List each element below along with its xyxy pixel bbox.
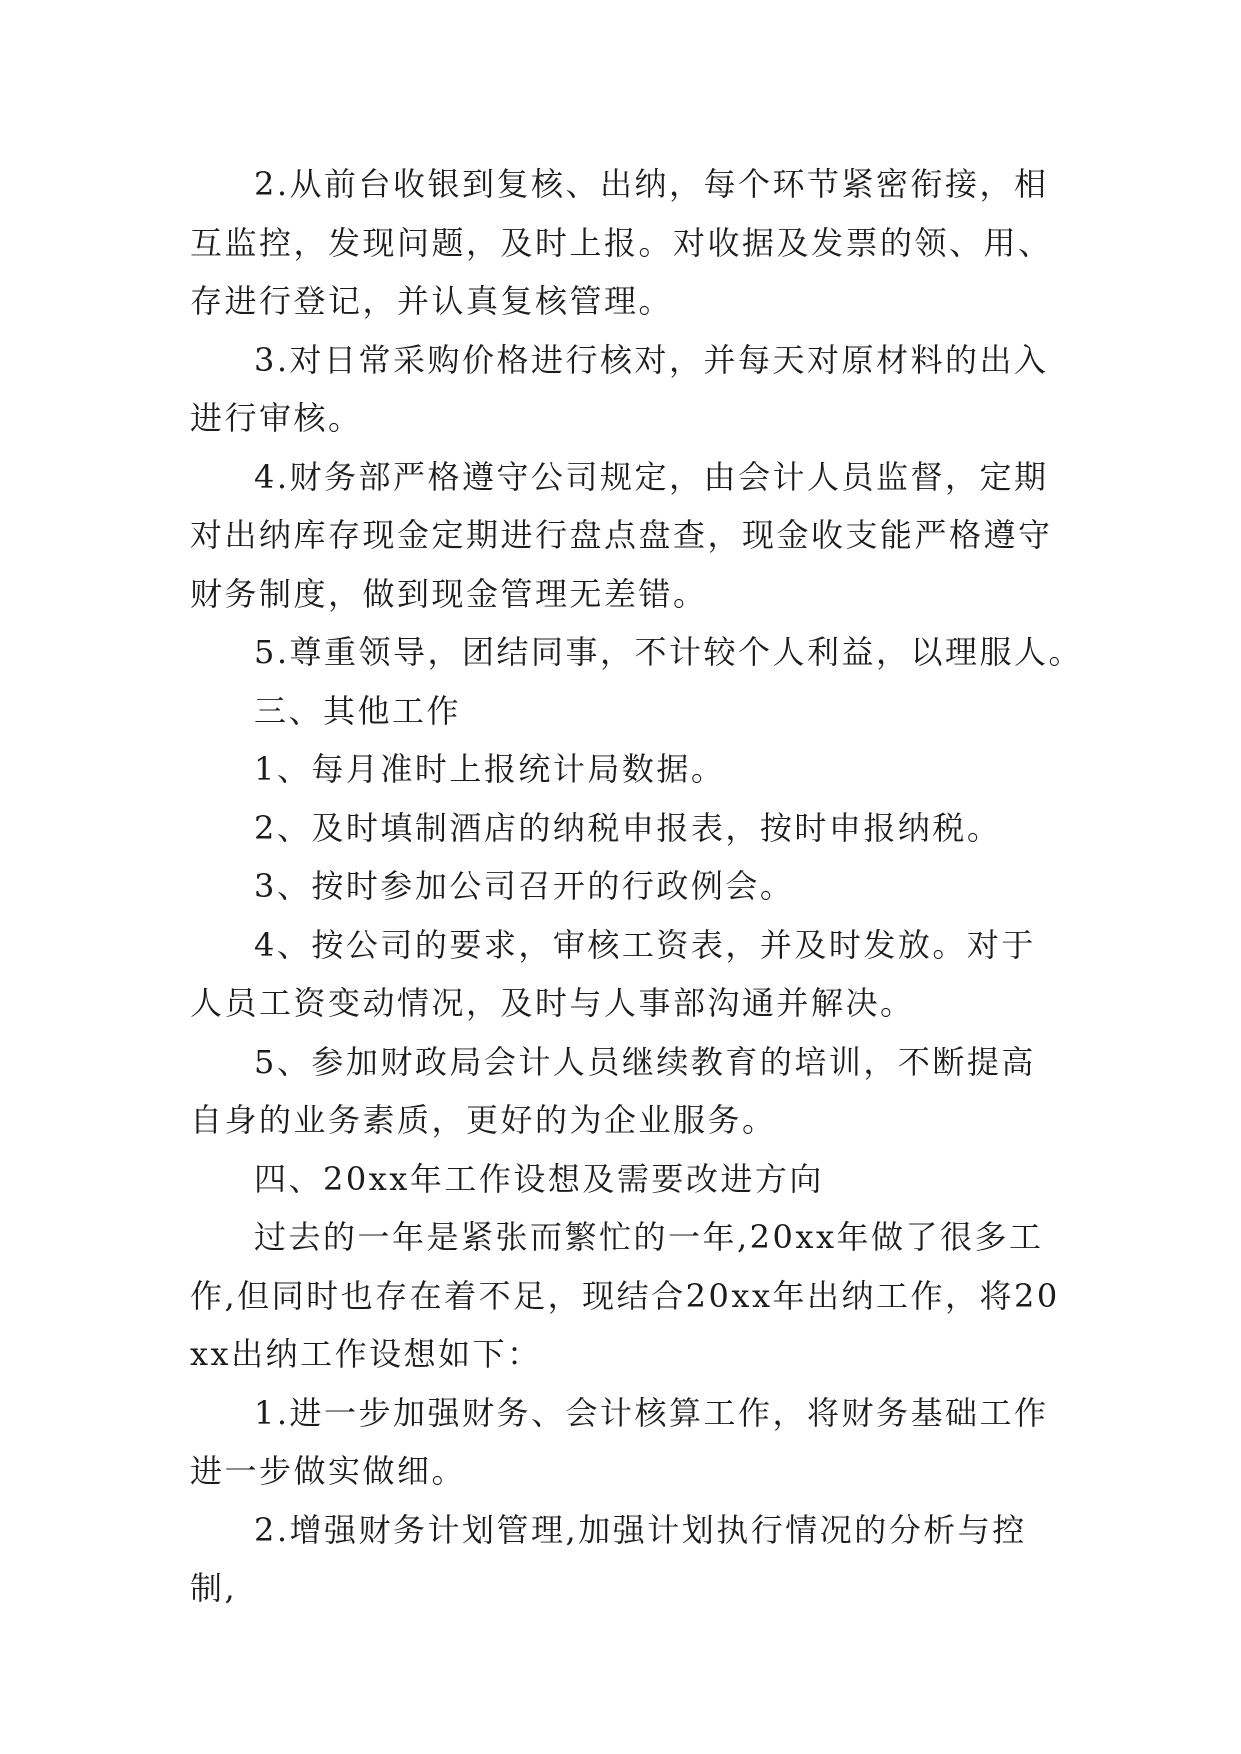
paragraph-item-4: 4.财务部严格遵守公司规定，由会计人员监督，定期对出纳库存现金定期进行盘点盘查，现金收支能严格遵守财务制度，做到现金管理无差错。	[190, 457, 1053, 613]
other-work-item-3: 3、按时参加公司召开的行政例会。	[254, 867, 795, 905]
plan-item-2: 2.增强财务计划管理,加强计划执行情况的分析与控制,	[190, 1510, 1027, 1607]
section-heading-other-work: 三、其他工作	[254, 691, 462, 730]
document-body	[190, 155, 1084, 1618]
other-work-item-4: 4、按公司的要求，审核工资表，并及时发放。对于人员工资变动情况，及时与人事部沟通并解决。	[190, 925, 1036, 1022]
plan-item-1: 1.进一步加强财务、会计核算工作，将财务基础工作进一步做实做细。	[190, 1393, 1049, 1490]
plans-intro-paragraph: 过去的一年是紧张而繁忙的一年,20xx年做了很多工作,但同时也存在着不足，现结合20xx年出纳工作，将20xx出纳工作设想如下：	[190, 1218, 1060, 1373]
paragraph-item-5: 5.尊重领导，团结同事，不计较个人利益，以理服人。	[254, 633, 1084, 671]
section-heading-plans: 四、20xx年工作设想及需要改进方向	[254, 1159, 824, 1198]
other-work-item-5: 5、参加财政局会计人员继续教育的培训，不断提高自身的业务素质，更好的为企业服务。	[190, 1042, 1036, 1139]
paragraph-item-2: 2.从前台收银到复核、出纳，每个环节紧密衔接，相互监控，发现问题，及时上报。对收据及发票的领、用、存进行登记，并认真复核管理。	[190, 165, 1053, 320]
other-work-item-2: 2、及时填制酒店的纳税申报表，按时申报纳税。	[254, 808, 1002, 847]
other-work-item-1: 1、每月准时上报统计局数据。	[254, 750, 726, 788]
paragraph-item-3: 3.对日常采购价格进行核对，并每天对原材料的出入进行审核。	[190, 340, 1049, 437]
